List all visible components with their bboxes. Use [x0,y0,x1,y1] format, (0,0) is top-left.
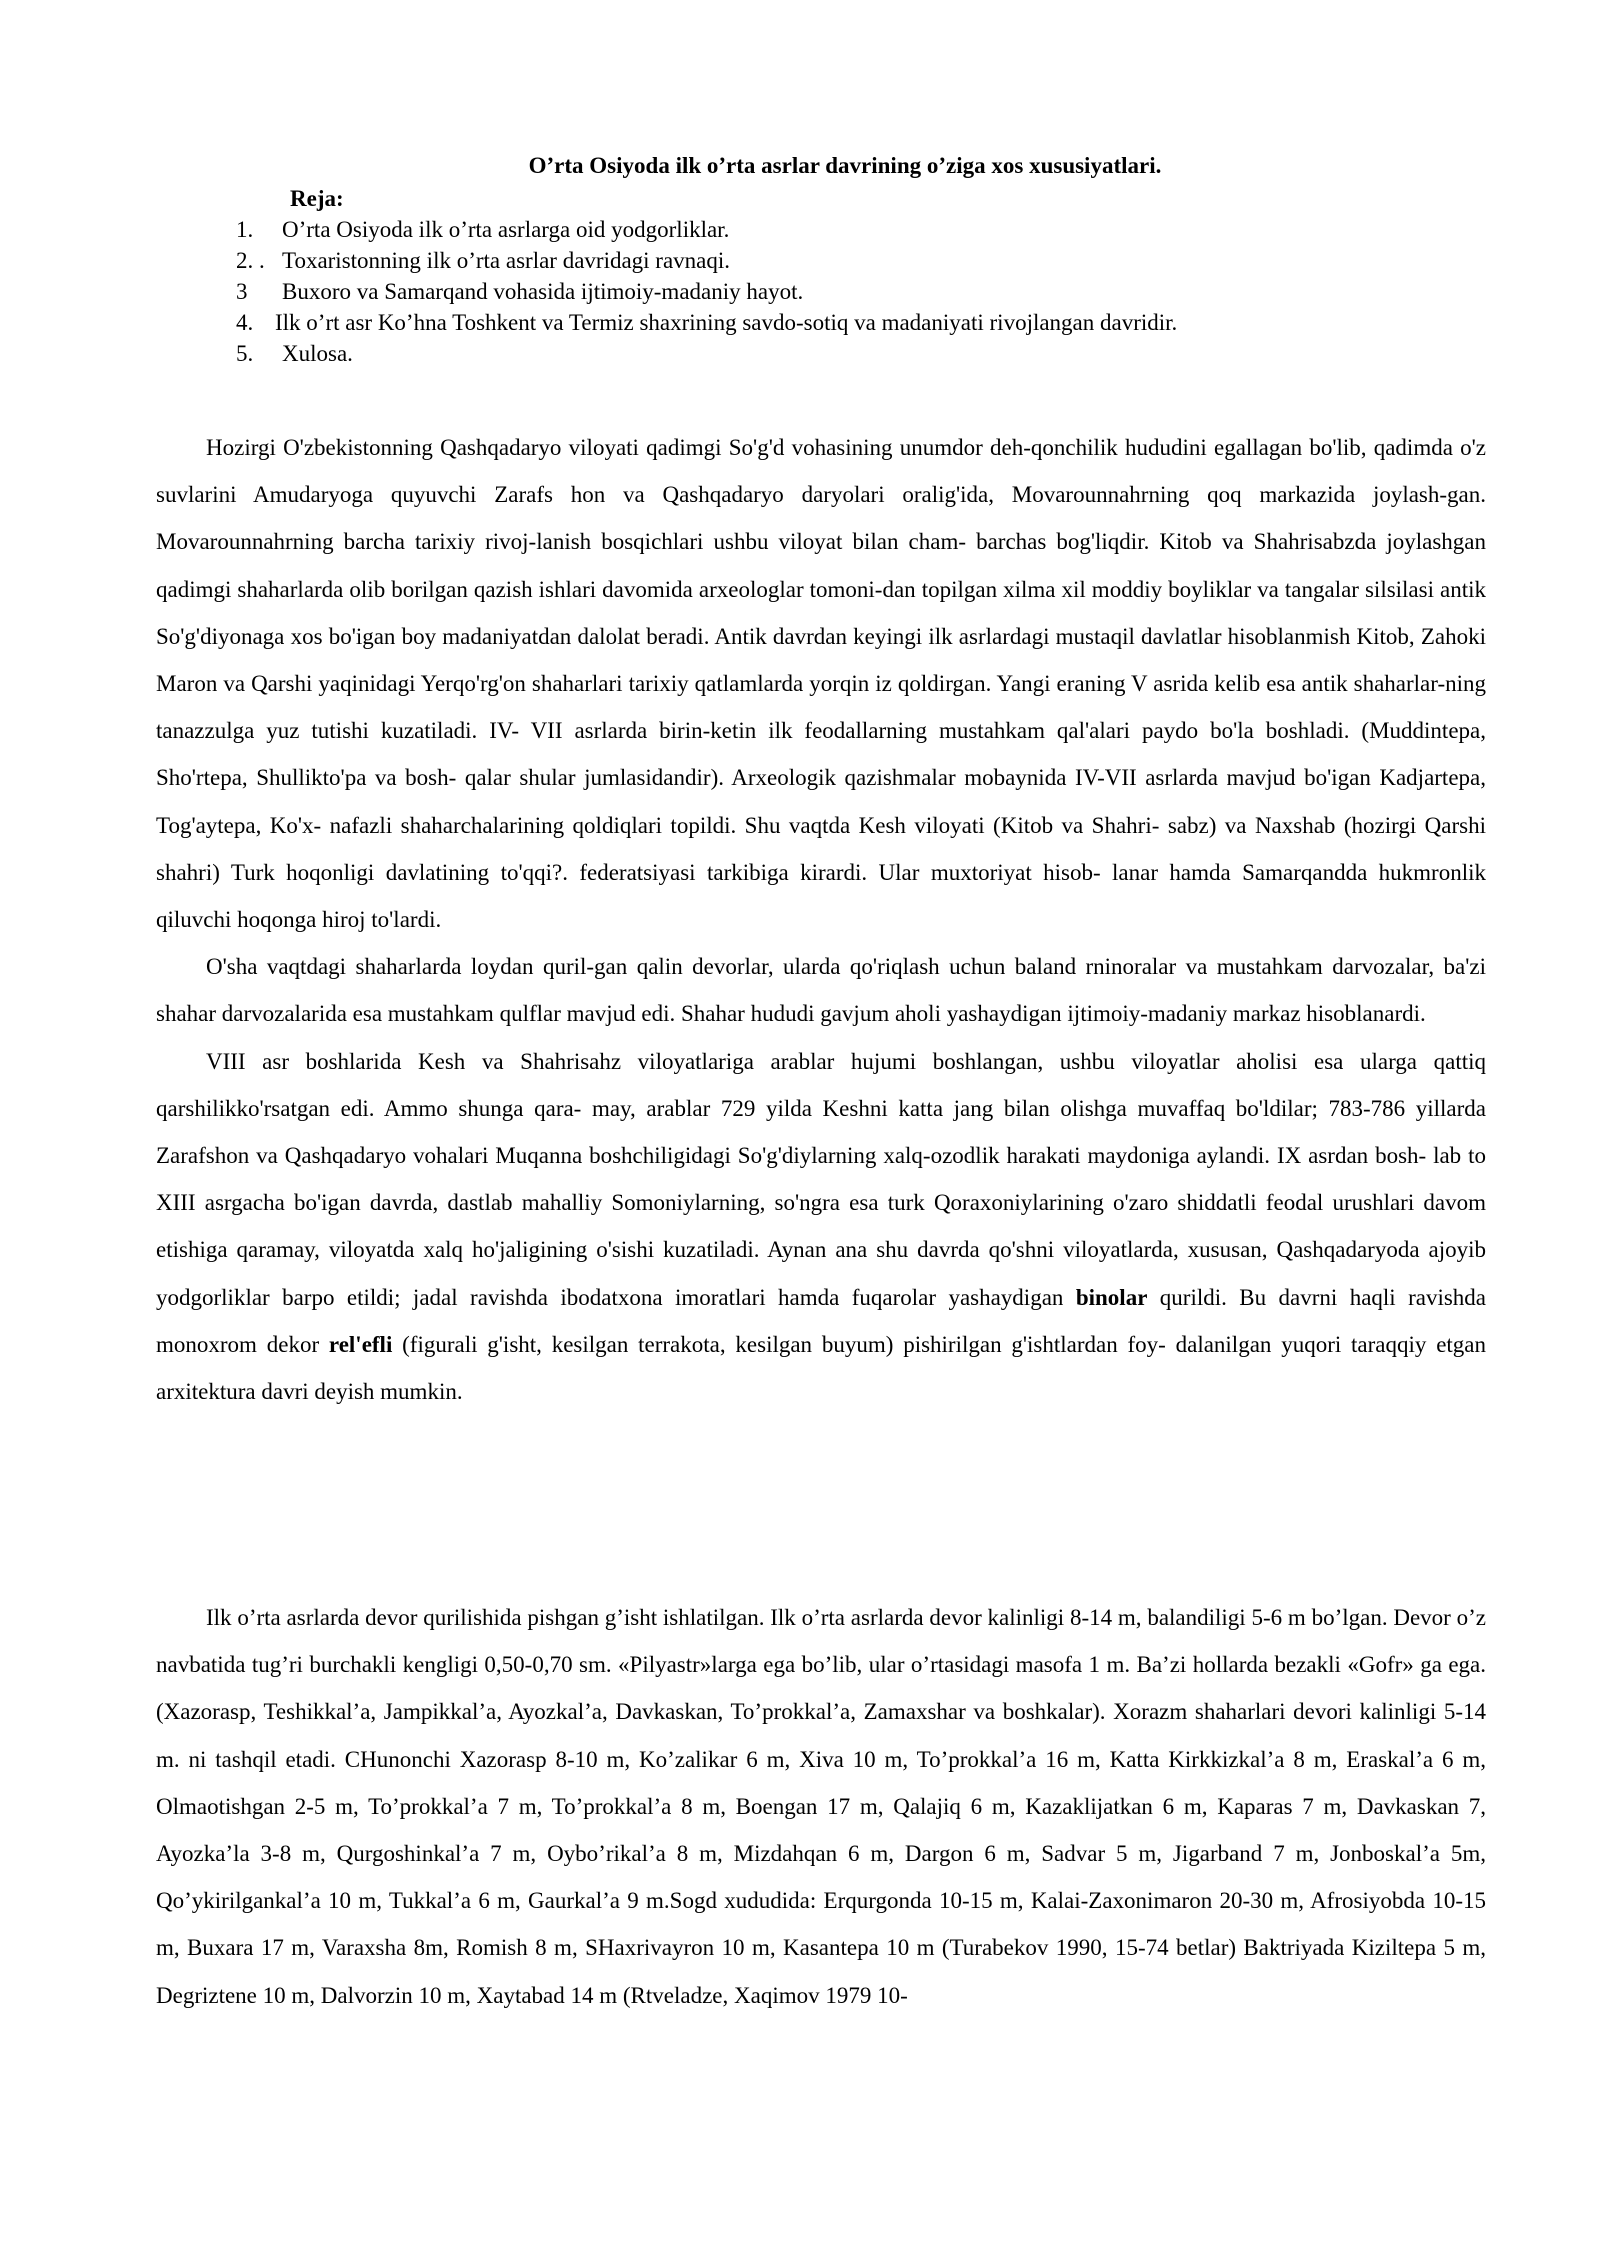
body-paragraph: Hozirgi O'zbekistonning Qashqadaryo viloyati qadimgi So'g'd vohasining unumdor deh-qonchilik hududini egallagan bo'lib, qadimda o'z suvlarini Amudaryoga quyuvchi Zarafs hon va Qashqadaryo daryolari oralig'ida, Movarounnahrning qoq markazida joylash-gan. Movarounnahrning barcha tarixiy rivoj-lanish bosqichlari ushbu viloyat bilan cham- barchas bog'liqdir. Kitob va Shahrisabzda joylashgan qadimgi shaharlarda olib borilgan qazish ishlari davomida arxeologlar tomoni-dan topilgan xilma xil moddiy boyliklar va tangalar silsilasi antik So'g'diyonaga xos bo'igan boy madaniyatdan dalolat beradi. Antik davrdan keyingi ilk asrlardagi mustaqil davlatlar hisoblanmish Kitob, Zahoki Maron va Qarshi yaqinidagi Yerqo'rg'on shaharlari tarixiy qatlamlarda yorqin iz qoldirgan. Yangi eraning V asrida kelib esa antik shaharlar-ning tanazzulga yuz tutishi kuzatiladi. IV- VII asrlarda birin-ketin ilk feodallarning mustahkam qal'alari paydo bo'la boshladi. (Muddintepa, Sho'rtepa, Shullikto'pa va bosh- qalar shular jumlasidandir). Arxeologik qazishmalar mobaynida IV-VII asrlarda mavjud bo'igan Kadjartepa, Tog'aytepa, Ko'x- nafazli shaharchalarining qoldiqlari topildi. Shu vaqtda Kesh viloyati (Kitob va Shahri- sabz) va Naxshab (hozirgi Qarshi shahri) Turk hoqonligi davlatining to'qqi?. federatsiyasi tarkibiga kirardi. Ular muxtoriyat hisob- lanar hamda Samarqandda hukmronlik qiluvchi hoqonga hiroj to'lardi. [156,435,1486,933]
bold-term: rel'efli [328,1331,393,1357]
plan-item-text: Buxoro va Samarqand vohasida ijtimoiy-madaniy hayot. [282,279,804,304]
plan-heading: Reja: [290,186,344,211]
plan-list [236,214,1177,369]
plan-item [236,214,1177,245]
plan-item-number: 1. [236,217,254,242]
plan-item-number: 5. [236,341,254,366]
body-paragraph: O'sha vaqtdagi shaharlarda loydan quril-gan qalin devorlar, ularda qo'riqlash uchun baland rninoralar va mustahkam darvozalar, ba'zi shahar darvozalarida esa mustahkam qulflar mavjud edi. Shahar hududi gavjum aholi yashaydigan ijtimoiy-madaniy markaz hisoblanardi. [156,954,1486,1027]
plan-item-number: 2. . [236,248,265,273]
plan-item-number: 3 [236,279,248,304]
plan-item-number: 4. [236,310,254,335]
paragraph-text: VIII asr boshlarida Kesh va Shahrisahz viloyatlariga arablar hujumi boshlangan, ushbu viloyatlar aholisi esa ularga qattiq qarshilikko'rsatgan edi. Ammo shunga qara- may, arablar 729 yilda Keshni katta jang bilan olishga muvaffaq bo'ldilar; 783-786 yillarda Zarafshon va Qashqadaryo vohalari Muqanna boshchiligidagi So'g'diylarning xalq-ozodlik harakati maydoniga aylandi. IX asrdan bosh- lab to XIII asrgacha bo'igan davrda, dastlab mahalliy Somoniylarning, so'ngra esa turk Qoraxoniylarining o'zaro shiddatli feodal urushlari davom etishiga qaramay, viloyatda xalq ho'jaligining o'sishi kuzatiladi. Aynan ana shu davrda qo'shni viloyatlarda, xususan, Qashqadaryoda ajoyib yodgorliklar barpo etildi; jadal ravishda ibodatxona imoratlari hamda fuqarolar yashaydigan [156,1048,1486,1310]
document-title: O’rta Osiyoda ilk o’rta asrlar davrining o’ziga xos xususiyatlari. [528,153,1162,178]
plan-item [236,338,1177,369]
plan-item-text: O’rta Osiyoda ilk o’rta asrlarga oid yodgorliklar. [282,217,730,242]
paragraph-text: (figurali g'isht, kesilgan terrakota, kesilgan buyum) pishirilgan g'ishtlardan foy- dalanilgan yuqori taraqqiy etgan arxitektura davri deyish mumkin. [156,1331,1486,1405]
main-text-section [156,424,1486,1415]
plan-item-text: Ilk o’rt asr Ko’hna Toshkent va Termiz shaxrining savdo-sotiq va madaniyati rivojlangan davridir. [275,310,1178,335]
wall-construction-section [156,1594,1486,2019]
plan-item-text: Xulosa. [282,341,353,366]
plan-item [236,245,1177,276]
plan-item-text: Toxaristonning ilk o’rta asrlar davridagi ravnaqi. [282,248,731,273]
body-paragraph [156,1038,1486,1416]
plan-item [236,276,1177,307]
plan-item [236,307,1177,338]
bold-term: binolar [1075,1284,1148,1310]
body-paragraph: Ilk o’rta asrlarda devor qurilishida pishgan g’isht ishlatilgan. Ilk o’rta asrlarda devor kalinligi 8-14 m, balandiligi 5-6 m bo’lgan. Devor o’z navbatida tug’ri burchakli kengligi 0,50-0,70 sm. «Pilyastr»larga ega bo’lib, ular o’rtasidagi masofa 1 m. Ba’zi hollarda bezakli «Gofr» ga ega. (Xazorasp, Teshikkal’a, Jampikkal’a, Ayozkal’a, Davkaskan, To’prokkal’a, Zamaxshar va boshkalar). Xorazm shaharlari devori kalinligi 5-14 m. ni tashqil etadi. CHunonchi Xazorasp 8-10 m, Ko’zalikar 6 m, Xiva 10 m, To’prokkal’a 16 m, Katta Kirkkizkal’a 8 m, Eraskal’a 6 m, Olmaotishgan 2-5 m, To’prokkal’a 7 m, To’prokkal’a 8 m, Boengan 17 m, Qalajiq 6 m, Kazaklijatkan 6 m, Kaparas 7 m, Davkaskan 7, Ayozka’la 3-8 m, Qurgoshinkal’a 7 m, Oybo’rikal’a 8 m, Mizdahqan 6 m, Dargon 6 m, Sadvar 5 m, Jigarband 7 m, Jonboskal’a 5m, Qo’ykirilgankal’a 10 m, Tukkal’a 6 m, Gaurkal’a 9 m.Sogd xududida: Erqurgonda 10-15 m, Kalai-Zaxonimaron 20-30 m, Afrosiyobda 10-15 m, Buxara 17 m, Varaxsha 8m, Romish 8 m, SHaxrivayron 10 m, Kasantepa 10 m (Turabekov 1990, 15-74 betlar) Baktriyada Kiziltepa 5 m, Degriztene 10 m, Dalvorzin 10 m, Xaytabad 14 m (Rtveladze, Xaqimov 1979 10- [156,1605,1486,2008]
paragraph-text: qurildi. Bu davrni haqli ravishda monoxrom dekor [156,1284,1487,1357]
